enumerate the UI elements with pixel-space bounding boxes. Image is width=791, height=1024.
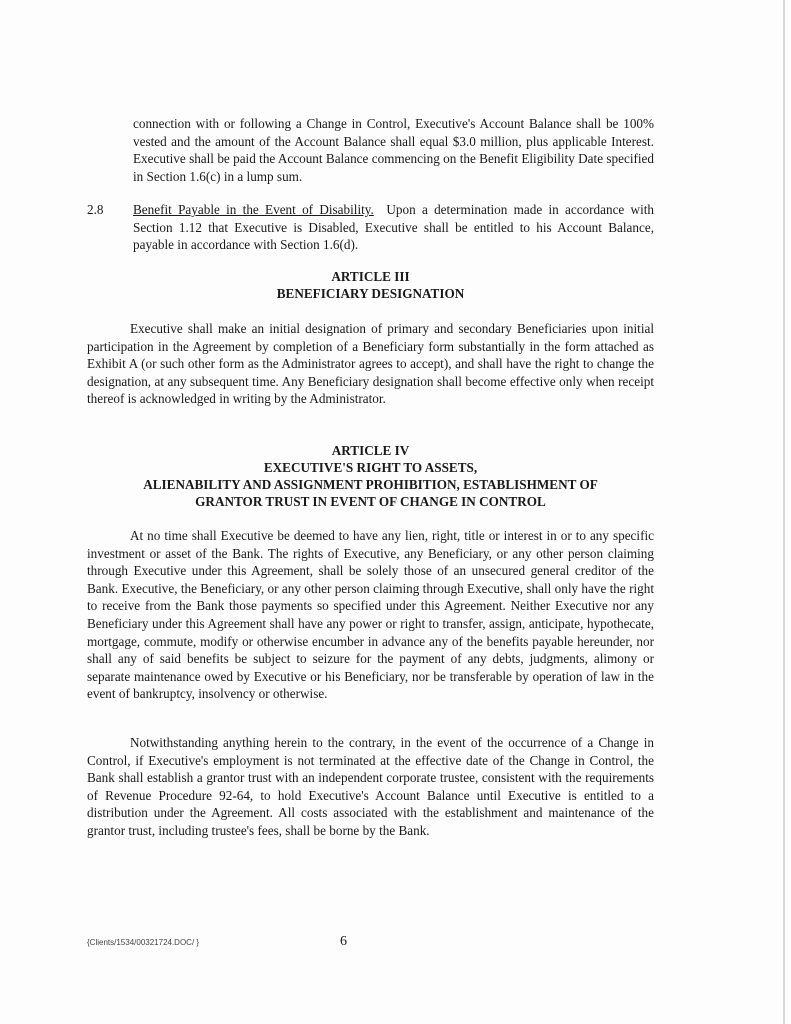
section-2-8-paragraph <box>133 201 654 254</box>
article-3-title: ARTICLE III <box>331 269 410 284</box>
article-3-heading <box>87 268 654 302</box>
article-4-subtitle-line-1: EXECUTIVE'S RIGHT TO ASSETS, <box>263 460 478 475</box>
article-4-subtitle-line-2: ALIENABILITY AND ASSIGNMENT PROHIBITION, ESTABLISHMENT OF <box>143 477 598 492</box>
article-3-subtitle: BENEFICIARY DESIGNATION <box>276 286 465 301</box>
article-4-subtitle-line-3: GRANTOR TRUST IN EVENT OF CHANGE IN CONTROL <box>195 494 546 509</box>
section-number: 2.8 <box>87 202 104 217</box>
article-4-paragraph-2: Notwithstanding anything herein to the contrary, in the event of the occurrence of a Change in Control, if Executive's employment is not terminated at the effective date of the Change in Control, the Bank shall establish a grantor trust with an independent corporate trustee, consistent with the requirements of Revenue Procedure 92-64, to hold Executive's Account Balance until Executive is entitled to a distribution under the Agreement. All costs associated with the establishment and maintenance of the grantor trust, including trustee's fees, shall be borne by the Bank. <box>87 735 654 838</box>
article-3-paragraph: Executive shall make an initial designation of primary and secondary Beneficiaries upon initial participation in the Agreement by completion of a Beneficiary form substantially in the form attached as Exhibit A (or such other form as the Administrator agrees to accept), and shall have the right to change the designation, at any subsequent time. Any Beneficiary designation shall become effective only when receipt thereof is acknowledged in writing by the Administrator. <box>87 321 654 407</box>
section-text: Upon a determination made in accordance with Section 1.12 that Executive is Disabled, Executive shall be entitled to his Account Balance, payable in accordance with Section 1.6(d). <box>133 202 654 253</box>
continuation-paragraph: connection with or following a Change in Control, Executive's Account Balance shall be 100% vested and the amount of the Account Balance shall equal $3.0 million, plus applicable Interest. Executive shall be paid the Account Balance commencing on the Benefit Eligibility Date specified in Section 1.6(c) in a lump sum. <box>133 116 654 184</box>
article-4-paragraph-1: At no time shall Executive be deemed to have any lien, right, title or interest in or to any specific investment or asset of the Bank. The rights of Executive, any Beneficiary, or any other person claiming through Executive under this Agreement, shall be solely those of an unsecured general creditor of the Bank. Executive, the Beneficiary, or any other person claiming through Executive, shall only have the right to receive from the Bank those payments so specified under this Agreement. Neither Executive nor any Beneficiary under this Agreement shall have any power or right to transfer, assign, anticipate, hypothecate, mortgage, commute, modify or otherwise encumber in advance any of the benefits payable hereunder, nor shall any of said benefits be subject to seizure for the payment of any debts, judgments, alimony or separate maintenance owed by Executive or his Beneficiary, nor be transferable by operation of law in the event of bankruptcy, insolvency or otherwise. <box>87 528 654 702</box>
article-4-heading <box>87 442 654 510</box>
footer-document-id: {Clients/1534/00321724.DOC/ } <box>87 938 200 947</box>
page-number: 6 <box>340 934 347 949</box>
article-4-title: ARTICLE IV <box>331 443 410 458</box>
scan-edge <box>783 0 785 1024</box>
section-title: Benefit Payable in the Event of Disability. <box>133 202 374 217</box>
